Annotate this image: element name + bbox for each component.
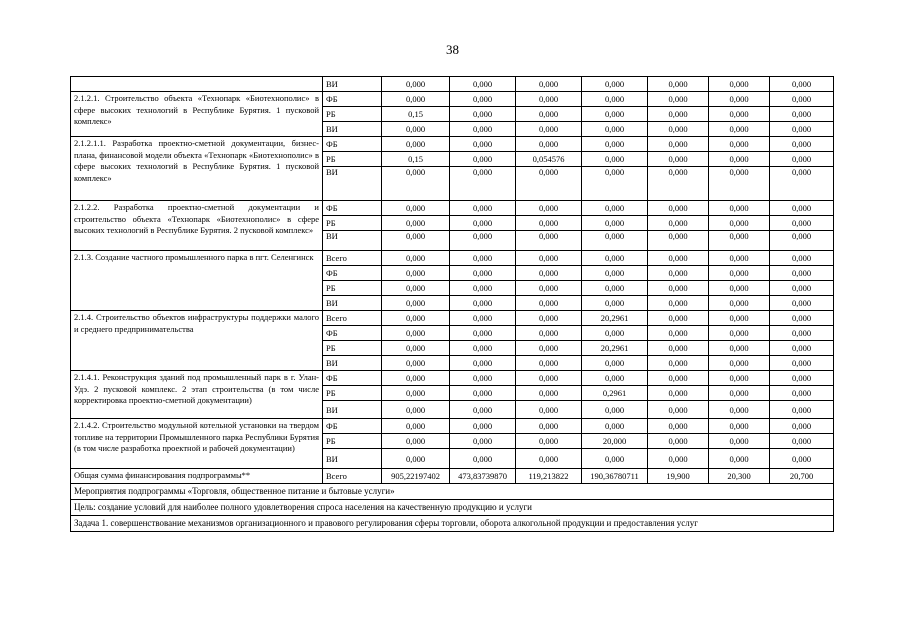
value-cell: 0,000 <box>516 311 582 326</box>
table-body <box>71 77 834 532</box>
value-cell: 0,000 <box>770 216 834 231</box>
value-cell: 0,000 <box>648 92 709 107</box>
value-cell: 0,000 <box>450 386 516 401</box>
value-cell: 0,000 <box>648 137 709 152</box>
value-cell: 0,000 <box>382 122 450 137</box>
value-cell: 0,000 <box>582 281 648 296</box>
value-cell: 0,000 <box>516 281 582 296</box>
value-cell: 0,000 <box>516 326 582 341</box>
value-cell: 0,000 <box>382 341 450 356</box>
value-cell: 0,000 <box>648 77 709 92</box>
value-cell: 0,000 <box>516 356 582 371</box>
value-cell: 0,000 <box>582 419 648 434</box>
value-cell: 0,000 <box>709 92 770 107</box>
measures-heading: Мероприятия подпрограммы «Торговля, общественное питание и бытовые услуги» <box>71 484 834 500</box>
value-cell: 0,000 <box>450 152 516 167</box>
value-cell: 0,000 <box>516 296 582 311</box>
value-cell: 0,000 <box>516 107 582 122</box>
source-cell: ФБ <box>323 137 382 152</box>
value-cell: 0,000 <box>648 296 709 311</box>
source-cell: ВИ <box>323 167 382 201</box>
value-cell: 0,000 <box>770 434 834 449</box>
value-cell: 0,000 <box>450 77 516 92</box>
value-cell: 0,000 <box>770 386 834 401</box>
table-row <box>71 201 834 216</box>
source-cell: ВИ <box>323 296 382 311</box>
value-cell: 0,000 <box>516 266 582 281</box>
value-cell: 0,000 <box>770 107 834 122</box>
measure-name-cell: 2.1.2.1. Строительство объекта «Технопарк «Биотехнополис» в сфере высоких технологий в Республике Бурятия. 1 пусковой комплекс» <box>71 92 323 137</box>
value-cell: 0,000 <box>582 266 648 281</box>
value-cell: 0,000 <box>770 371 834 386</box>
value-cell: 0,000 <box>382 251 450 266</box>
value-cell: 0,000 <box>770 281 834 296</box>
value-cell: 0,000 <box>770 449 834 469</box>
value-cell: 0,000 <box>382 266 450 281</box>
value-cell: 0,000 <box>770 341 834 356</box>
value-cell: 0,000 <box>648 434 709 449</box>
value-cell: 0,000 <box>516 216 582 231</box>
source-cell: ВИ <box>323 77 382 92</box>
value-cell: 0,000 <box>516 449 582 469</box>
value-cell: 0,000 <box>770 92 834 107</box>
value-cell: 0,000 <box>382 419 450 434</box>
value-cell: 0,000 <box>450 107 516 122</box>
page-number: 38 <box>446 42 459 57</box>
value-cell: 0,000 <box>450 281 516 296</box>
measure-name-cell: 2.1.2.1.1. Разработка проектно-сметной документации, бизнес-плана, финансовой модели объекта «Технопарк «Биотехнополис» в сфере высоких технологий в Республике Бурятия. 1 пусковой комплекс» <box>71 137 323 201</box>
value-cell: 0,000 <box>709 356 770 371</box>
task-row <box>71 516 834 532</box>
value-cell: 0,000 <box>648 107 709 122</box>
source-cell: ФБ <box>323 371 382 386</box>
value-cell: 0,000 <box>709 77 770 92</box>
value-cell: 0,000 <box>709 152 770 167</box>
source-cell: РБ <box>323 281 382 296</box>
value-cell: 0,000 <box>516 122 582 137</box>
value-cell: 0,000 <box>450 296 516 311</box>
value-cell: 0,000 <box>382 449 450 469</box>
value-cell: 0,000 <box>770 152 834 167</box>
value-cell: 0,000 <box>516 419 582 434</box>
value-cell: 0,000 <box>709 449 770 469</box>
value-cell: 0,000 <box>648 449 709 469</box>
value-cell: 0,000 <box>582 231 648 251</box>
source-cell: ФБ <box>323 419 382 434</box>
value-cell: 0,000 <box>450 371 516 386</box>
value-cell: 0,000 <box>709 251 770 266</box>
source-cell: РБ <box>323 434 382 449</box>
value-cell: 0,000 <box>648 326 709 341</box>
value-cell: 0,000 <box>709 216 770 231</box>
value-cell: 0,000 <box>516 371 582 386</box>
value-cell: 0,000 <box>450 401 516 419</box>
value-cell: 0,000 <box>582 92 648 107</box>
value-cell: 0,000 <box>709 386 770 401</box>
value-cell: 0,000 <box>648 251 709 266</box>
source-cell: РБ <box>323 216 382 231</box>
value-cell: 0,000 <box>382 231 450 251</box>
goal-row <box>71 500 834 516</box>
value-cell: 0,000 <box>770 122 834 137</box>
value-cell: 0,000 <box>648 266 709 281</box>
value-cell: 0,000 <box>582 152 648 167</box>
value-cell: 0,000 <box>450 216 516 231</box>
value-cell: 0,000 <box>648 122 709 137</box>
value-cell: 0,000 <box>382 281 450 296</box>
measure-name-cell: 2.1.3. Создание частного промышленного парка в пгт. Селенгинск <box>71 251 323 311</box>
source-cell: РБ <box>323 341 382 356</box>
value-cell: 0,15 <box>382 107 450 122</box>
value-cell: 20,2961 <box>582 341 648 356</box>
value-cell: 0,000 <box>450 311 516 326</box>
table-row <box>71 137 834 152</box>
value-cell: 0,000 <box>582 296 648 311</box>
value-cell: 0,000 <box>709 266 770 281</box>
value-cell: 0,000 <box>709 167 770 201</box>
table-row <box>71 77 834 92</box>
source-cell: ВИ <box>323 401 382 419</box>
measure-name-cell: 2.1.4.1. Реконструкция зданий под промышленный парк в г. Улан-Удэ. 2 пусковой комплекс. 2 этап строительства (в том числе корректировка проектно-сметной документации) <box>71 371 323 419</box>
source-cell: ВИ <box>323 356 382 371</box>
value-cell: 0,000 <box>582 371 648 386</box>
goal-text: Цель: создание условий для наиболее полного удовлетворения спроса населения на качественную продукцию и услуги <box>71 500 834 516</box>
source-cell: ВИ <box>323 449 382 469</box>
value-cell: 190,36780711 <box>582 469 648 484</box>
value-cell: 0,000 <box>382 386 450 401</box>
source-cell: ФБ <box>323 92 382 107</box>
value-cell: 0,000 <box>582 356 648 371</box>
value-cell: 0,000 <box>382 77 450 92</box>
value-cell: 0,000 <box>382 401 450 419</box>
value-cell: 20,2961 <box>582 311 648 326</box>
value-cell: 0,000 <box>648 311 709 326</box>
value-cell: 20,300 <box>709 469 770 484</box>
value-cell: 0,000 <box>382 92 450 107</box>
value-cell: 0,000 <box>770 419 834 434</box>
value-cell: 0,000 <box>450 326 516 341</box>
value-cell: 0,000 <box>709 231 770 251</box>
value-cell: 0,000 <box>770 311 834 326</box>
value-cell: 0,2961 <box>582 386 648 401</box>
value-cell: 473,83739870 <box>450 469 516 484</box>
value-cell: 0,000 <box>582 449 648 469</box>
value-cell: 0,000 <box>582 137 648 152</box>
table-row <box>71 371 834 386</box>
table-row <box>71 92 834 107</box>
value-cell: 0,000 <box>516 401 582 419</box>
value-cell: 0,000 <box>516 386 582 401</box>
value-cell: 0,000 <box>648 401 709 419</box>
total-label-cell: Общая сумма финансирования подпрограммы** <box>71 469 323 484</box>
value-cell: 0,000 <box>450 341 516 356</box>
total-row <box>71 469 834 484</box>
value-cell: 0,000 <box>648 167 709 201</box>
value-cell: 0,000 <box>582 107 648 122</box>
value-cell: 0,000 <box>450 137 516 152</box>
value-cell: 0,000 <box>382 356 450 371</box>
table-row <box>71 311 834 326</box>
source-cell: Всего <box>323 311 382 326</box>
value-cell: 0,000 <box>709 311 770 326</box>
value-cell: 0,000 <box>516 137 582 152</box>
value-cell: 0,000 <box>382 137 450 152</box>
source-cell: ФБ <box>323 266 382 281</box>
value-cell: 0,000 <box>648 281 709 296</box>
source-cell: ВИ <box>323 231 382 251</box>
table-row <box>71 251 834 266</box>
value-cell: 0,000 <box>516 434 582 449</box>
value-cell: 119,213822 <box>516 469 582 484</box>
source-cell: ФБ <box>323 326 382 341</box>
measure-name-cell: 2.1.4.2. Строительство модульной котельной установки на твердом топливе на территории Промышленного парка Республики Бурятия (в том числе разработка проектной и рабочей документации) <box>71 419 323 469</box>
value-cell: 19,900 <box>648 469 709 484</box>
value-cell: 0,000 <box>516 201 582 216</box>
value-cell: 0,000 <box>648 216 709 231</box>
value-cell: 0,000 <box>770 201 834 216</box>
value-cell: 0,000 <box>382 216 450 231</box>
value-cell: 0,000 <box>709 201 770 216</box>
value-cell: 0,000 <box>450 266 516 281</box>
measure-name-cell: 2.1.4. Строительство объектов инфраструктуры поддержки малого и среднего предпринимательства <box>71 311 323 371</box>
value-cell: 0,000 <box>709 401 770 419</box>
value-cell: 0,000 <box>450 122 516 137</box>
name-cell-empty <box>71 77 323 92</box>
value-cell: 0,000 <box>709 326 770 341</box>
value-cell: 0,000 <box>450 356 516 371</box>
table-row <box>71 419 834 434</box>
task-text: Задача 1. совершенствование механизмов организационного и правового регулирования сферы торговли, оборота алкогольной продукции и предоставления услуг <box>71 516 834 532</box>
value-cell: 0,000 <box>450 231 516 251</box>
value-cell: 0,000 <box>382 296 450 311</box>
value-cell: 0,000 <box>516 231 582 251</box>
value-cell: 0,000 <box>450 251 516 266</box>
value-cell: 0,000 <box>582 216 648 231</box>
value-cell: 0,000 <box>648 152 709 167</box>
value-cell: 0,000 <box>382 434 450 449</box>
source-cell: ФБ <box>323 201 382 216</box>
value-cell: 0,000 <box>450 167 516 201</box>
value-cell: 0,000 <box>770 296 834 311</box>
value-cell: 0,000 <box>382 167 450 201</box>
value-cell: 0,000 <box>648 419 709 434</box>
value-cell: 905,22197402 <box>382 469 450 484</box>
value-cell: 0,000 <box>450 434 516 449</box>
value-cell: 0,000 <box>709 371 770 386</box>
financing-table <box>70 76 834 532</box>
value-cell: 0,000 <box>770 77 834 92</box>
value-cell: 0,000 <box>709 281 770 296</box>
value-cell: 0,000 <box>709 296 770 311</box>
value-cell: 0,000 <box>770 167 834 201</box>
value-cell: 0,000 <box>516 92 582 107</box>
value-cell: 0,054576 <box>516 152 582 167</box>
value-cell: 0,000 <box>709 122 770 137</box>
source-cell: РБ <box>323 386 382 401</box>
value-cell: 0,000 <box>770 231 834 251</box>
value-cell: 0,000 <box>648 231 709 251</box>
source-cell: Всего <box>323 251 382 266</box>
value-cell: 0,000 <box>450 449 516 469</box>
value-cell: 0,000 <box>582 326 648 341</box>
value-cell: 0,000 <box>770 356 834 371</box>
value-cell: 0,000 <box>382 326 450 341</box>
value-cell: 0,000 <box>770 326 834 341</box>
value-cell: 0,000 <box>770 266 834 281</box>
value-cell: 0,000 <box>450 201 516 216</box>
value-cell: 0,000 <box>582 122 648 137</box>
value-cell: 0,15 <box>382 152 450 167</box>
value-cell: 0,000 <box>516 77 582 92</box>
measures-row <box>71 484 834 500</box>
value-cell: 0,000 <box>709 137 770 152</box>
value-cell: 0,000 <box>709 419 770 434</box>
measure-name-cell: 2.1.2.2. Разработка проектно-сметной документации и строительство объекта «Технопарк «Биотехнополис» в сфере высоких технологий в Республике Бурятия. 2 пусковой комплекс» <box>71 201 323 251</box>
source-cell: РБ <box>323 152 382 167</box>
value-cell: 0,000 <box>648 386 709 401</box>
value-cell: 0,000 <box>648 201 709 216</box>
value-cell: 0,000 <box>382 311 450 326</box>
value-cell: 0,000 <box>382 371 450 386</box>
value-cell: 0,000 <box>582 201 648 216</box>
value-cell: 0,000 <box>648 341 709 356</box>
value-cell: 0,000 <box>582 401 648 419</box>
value-cell: 20,000 <box>582 434 648 449</box>
value-cell: 0,000 <box>709 107 770 122</box>
value-cell: 0,000 <box>709 341 770 356</box>
value-cell: 0,000 <box>709 434 770 449</box>
source-cell: Всего <box>323 469 382 484</box>
value-cell: 0,000 <box>382 201 450 216</box>
value-cell: 0,000 <box>582 251 648 266</box>
value-cell: 0,000 <box>770 401 834 419</box>
value-cell: 0,000 <box>582 167 648 201</box>
value-cell: 0,000 <box>516 251 582 266</box>
value-cell: 0,000 <box>516 167 582 201</box>
value-cell: 20,700 <box>770 469 834 484</box>
value-cell: 0,000 <box>770 251 834 266</box>
value-cell: 0,000 <box>648 371 709 386</box>
value-cell: 0,000 <box>450 419 516 434</box>
value-cell: 0,000 <box>770 137 834 152</box>
value-cell: 0,000 <box>450 92 516 107</box>
value-cell: 0,000 <box>582 77 648 92</box>
source-cell: ВИ <box>323 122 382 137</box>
value-cell: 0,000 <box>648 356 709 371</box>
source-cell: РБ <box>323 107 382 122</box>
value-cell: 0,000 <box>516 341 582 356</box>
